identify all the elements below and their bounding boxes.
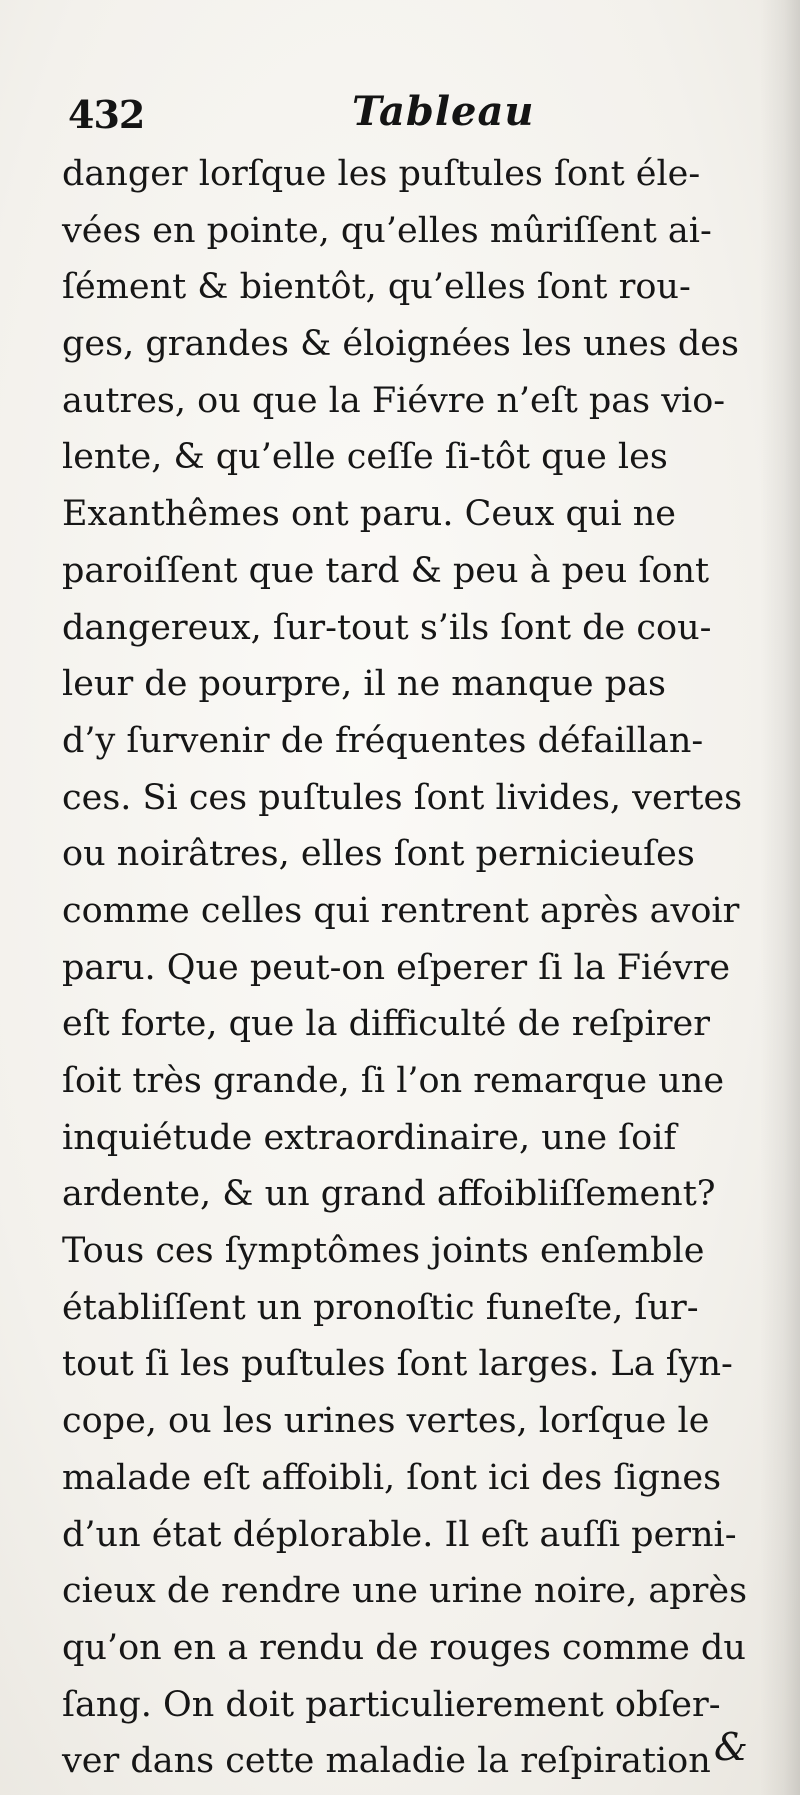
- text-line: ces. Si ces puſtules ſont livides, vertes: [62, 777, 743, 818]
- text-line: malade eſt affoibli, ſont ici des ſignes: [62, 1457, 722, 1498]
- text-line: ou noirâtres, elles ſont pernicieuſes: [62, 834, 695, 875]
- text-line: d’un état déplorable. Il eſt auſſi perni-: [62, 1514, 737, 1555]
- text-line: inquiétude extraordinaire, une ſoif: [62, 1117, 677, 1158]
- page-number: 432: [68, 92, 145, 137]
- text-line: ſang. On doit particulierement obſer-: [62, 1684, 721, 1725]
- text-line: ſoit très grande, ſi l’on remarque une: [62, 1061, 725, 1101]
- text-line: Exanthêmes ont paru. Ceux qui ne: [62, 494, 677, 535]
- text-line: leur de pourpre, il ne manque pas: [62, 664, 666, 705]
- text-line: ardente, & un grand affoibliſſement?: [62, 1174, 716, 1215]
- text-line: tout ſi les puſtules ſont larges. La ſyn-: [62, 1344, 733, 1385]
- text-line: dangereux, ſur-tout s’ils ſont de cou-: [62, 607, 712, 648]
- body-text: [62, 146, 762, 1790]
- text-line: qu’on en a rendu de rouges comme du: [62, 1627, 746, 1668]
- text-line: ver dans cette maladie la reſpiration: [62, 1741, 711, 1782]
- text-line: danger lorſque les puſtules ſont éle-: [62, 154, 701, 194]
- text-line: Tous ces ſymptômes joints enſemble: [62, 1231, 705, 1272]
- text-line: paroiſſent que tard & peu à peu ſont: [62, 550, 710, 591]
- text-line: comme celles qui rentrent après avoir: [62, 890, 740, 931]
- text-line: paru. Que peut-on eſperer ſi la Fiévre: [62, 947, 731, 988]
- text-line: eſt forte, que la difficulté de reſpirer: [62, 1004, 710, 1045]
- text-line: ſément & bientôt, qu’elles ſont rou-: [62, 267, 691, 308]
- text-line: vées en pointe, qu’elles mûriſſent ai-: [62, 210, 712, 251]
- page-edge-shadow: [760, 0, 800, 1795]
- running-head: [68, 88, 728, 148]
- text-line: d’y ſurvenir de fréquentes défaillan-: [62, 720, 704, 761]
- text-line: autres, ou que la Fiévre n’eſt pas vio-: [62, 380, 726, 421]
- text-line: cieux de rendre une urine noire, après: [62, 1571, 748, 1612]
- running-title: Tableau: [352, 88, 535, 135]
- catchword: &: [714, 1725, 748, 1769]
- text-line: lente, & qu’elle ceſſe ſi-tôt que les: [62, 437, 668, 478]
- text-line: ges, grandes & éloignées les unes des: [62, 324, 739, 365]
- text-line: établiſſent un pronoſtic funeſte, ſur-: [62, 1287, 699, 1328]
- text-line: cope, ou les urines vertes, lorſque le: [62, 1401, 710, 1442]
